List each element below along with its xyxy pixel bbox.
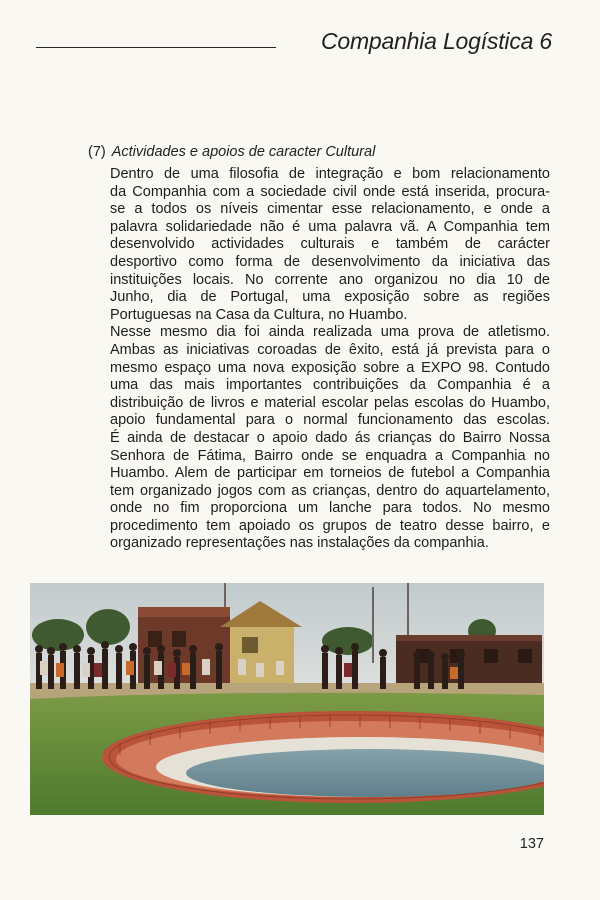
body-line: uma das mais importantes contribuições da Companhia é a bbox=[110, 377, 550, 394]
section-heading bbox=[88, 144, 375, 160]
body-line: Nesse mesmo dia foi ainda realizada uma prova de atletismo. bbox=[110, 324, 550, 341]
body-line: desenvolvido actividades culturais e também de carácter bbox=[110, 236, 550, 253]
body-line: Dentro de uma filosofia de integração e bom relacionamento bbox=[110, 166, 550, 182]
body-line: tem organizado jogos com as crianças, dentro do aquartelamento, bbox=[110, 482, 550, 499]
body-line: Portuguesas na Casa da Cultura, no Huambo. bbox=[110, 306, 408, 323]
section-title: Actividades e apoios de caracter Cultural bbox=[111, 144, 376, 160]
page-number: 137 bbox=[519, 836, 544, 852]
body-line: É ainda de destacar o apoio dado ás crianças do Bairro Nossa bbox=[110, 429, 550, 446]
body-line: desportivo como forma de desenvolvimento da iniciativa das bbox=[110, 253, 550, 270]
body-line: Ambas as iniciativas coroadas de êxito, está já prevista para o bbox=[110, 341, 550, 358]
running-head: Companhia Logística 6 bbox=[320, 28, 552, 54]
body-line: procedimento tem apoiado os grupos de teatro desse bairro, e bbox=[110, 517, 550, 534]
body-paragraph bbox=[110, 166, 550, 553]
body-line: se a todos os níveis cimentar esse relacionamento, e onde a bbox=[110, 201, 550, 218]
body-line: distribuição de livros e material escolar pelas escolas do Huambo, bbox=[110, 394, 550, 411]
body-line: apoio fundamental para o normal funcionamento das escolas. bbox=[110, 412, 550, 429]
body-line: onde no fim proporciona um lanche para todos. No mesmo bbox=[110, 500, 550, 517]
body-line: da Companhia com a sociedade civil onde está inserida, procura- bbox=[110, 183, 550, 200]
body-line: palavra solidariedade não é uma palavra vã. A Companhia tem bbox=[110, 218, 550, 235]
body-line: Huambo. Alem de participar em torneios de futebol a Companhia bbox=[110, 465, 550, 482]
photo bbox=[30, 583, 544, 815]
body-line: Senhora de Fátima, Bairro onde se enquadra a Companhia no bbox=[110, 447, 550, 464]
body-line: organizado representações nas instalações da companhia. bbox=[110, 535, 489, 552]
body-line: Junho, dia de Portugal, uma exposição sobre as regiões bbox=[110, 289, 550, 306]
header-rule bbox=[36, 47, 276, 48]
body-line: mesmo espaço uma nova exposição sobre a EXPO 98. Contudo bbox=[110, 359, 550, 376]
section-number: (7) bbox=[88, 144, 106, 160]
body-line: instituições locais. No corrente ano organizou no dia 10 de bbox=[110, 271, 550, 288]
